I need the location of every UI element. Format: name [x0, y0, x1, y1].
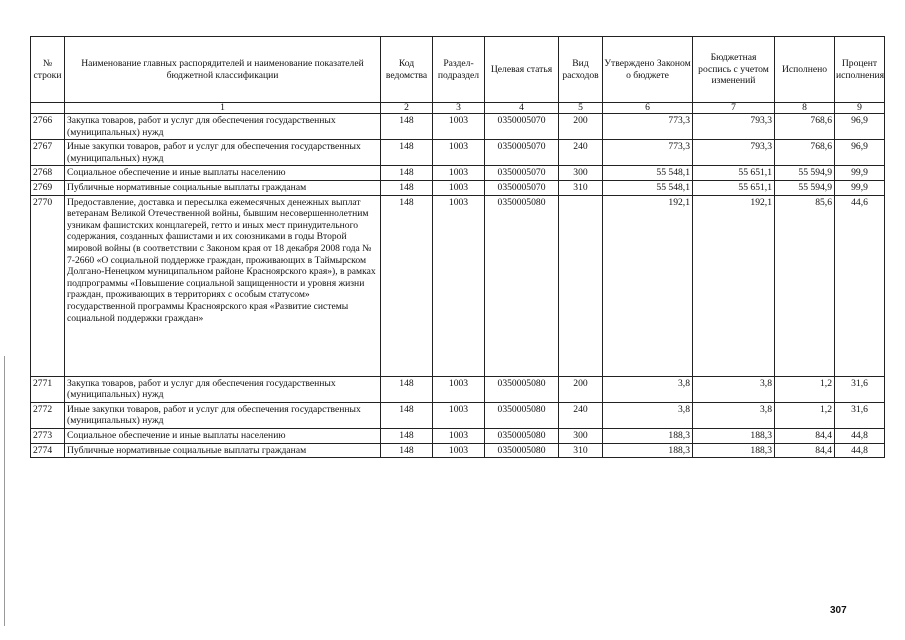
row-target: 0350005070 [485, 140, 559, 166]
table-row [31, 180, 885, 195]
col-header-schedule: Бюджетная роспись с учетом изменений [693, 37, 775, 103]
row-target: 0350005080 [485, 428, 559, 443]
table-row [31, 140, 885, 166]
row-name: Иные закупки товаров, работ и услуг для обеспечения государственных (муниципальных) нужд [65, 402, 381, 428]
row-schedule: 793,3 [693, 140, 775, 166]
row-section: 1003 [433, 166, 485, 181]
row-dept: 148 [381, 166, 433, 181]
row-num: 2773 [31, 428, 65, 443]
colnum: 4 [485, 103, 559, 114]
row-num: 2766 [31, 114, 65, 140]
row-schedule: 793,3 [693, 114, 775, 140]
table-row [31, 114, 885, 140]
row-approved: 55 548,1 [603, 180, 693, 195]
col-header-percent: Процент исполнения [835, 37, 885, 103]
row-name: Закупка товаров, работ и услуг для обеспечения государственных (муниципальных) нужд [65, 114, 381, 140]
row-section: 1003 [433, 428, 485, 443]
row-executed: 55 594,9 [775, 180, 835, 195]
colnum: 3 [433, 103, 485, 114]
row-approved: 192,1 [603, 195, 693, 376]
row-expense: 240 [559, 402, 603, 428]
row-approved: 3,8 [603, 402, 693, 428]
row-dept: 148 [381, 428, 433, 443]
row-percent: 99,9 [835, 180, 885, 195]
row-schedule: 55 651,1 [693, 180, 775, 195]
row-expense: 240 [559, 140, 603, 166]
table-row [31, 376, 885, 402]
row-target: 0350005080 [485, 402, 559, 428]
col-header-approved: Утверждено Законом о бюджете [603, 37, 693, 103]
row-percent: 99,9 [835, 166, 885, 181]
row-section: 1003 [433, 443, 485, 458]
row-target: 0350005070 [485, 114, 559, 140]
row-schedule: 3,8 [693, 376, 775, 402]
row-schedule: 188,3 [693, 443, 775, 458]
row-dept: 148 [381, 195, 433, 376]
colnum: 9 [835, 103, 885, 114]
col-header-executed: Исполнено [775, 37, 835, 103]
row-section: 1003 [433, 376, 485, 402]
row-percent: 44,8 [835, 428, 885, 443]
row-percent: 31,6 [835, 376, 885, 402]
row-dept: 148 [381, 114, 433, 140]
column-number-row [31, 103, 885, 114]
row-executed: 768,6 [775, 114, 835, 140]
row-name: Публичные нормативные социальные выплаты гражданам [65, 180, 381, 195]
row-executed: 55 594,9 [775, 166, 835, 181]
table-row [31, 402, 885, 428]
row-name: Закупка товаров, работ и услуг для обеспечения государственных (муниципальных) нужд [65, 376, 381, 402]
row-name: Предоставление, доставка и пересылка ежемесячных денежных выплат ветеранам Великой Отечественной войны, бывшим несовершеннолетним узникам фашистских концлагерей, гетто и иных мест принудительного содержания, созданных фашистами и их союзниками в годы Второй мировой войны (в соответствии с Законом края от 18 декабря 2008 года № 7-2660 «О социальной поддержке граждан, проживающих в Таймырском Долгано-Ненецком муниципальном районе Красноярского края»), в рамках подпрограммы «Повышение социальной защищенности и уровня жизни граждан, проживающих в территориях с особым статусом» государственной программы Красноярского края «Развитие системы социальной поддержки граждан» [65, 195, 381, 376]
row-target: 0350005080 [485, 195, 559, 376]
row-approved: 188,3 [603, 428, 693, 443]
row-approved: 188,3 [603, 443, 693, 458]
row-name: Социальное обеспечение и иные выплаты населению [65, 428, 381, 443]
row-expense: 310 [559, 443, 603, 458]
row-num: 2771 [31, 376, 65, 402]
row-section: 1003 [433, 402, 485, 428]
row-schedule: 192,1 [693, 195, 775, 376]
row-schedule: 3,8 [693, 402, 775, 428]
colnum: 8 [775, 103, 835, 114]
scan-margin-line [4, 356, 5, 626]
table-row [31, 166, 885, 181]
row-name: Иные закупки товаров, работ и услуг для обеспечения государственных (муниципальных) нужд [65, 140, 381, 166]
row-schedule: 55 651,1 [693, 166, 775, 181]
header-row [31, 37, 885, 103]
colnum: 2 [381, 103, 433, 114]
col-header-num: № строки [31, 37, 65, 103]
row-expense: 310 [559, 180, 603, 195]
col-header-name: Наименование главных распорядителей и наименование показателей бюджетной классификации [65, 37, 381, 103]
row-num: 2774 [31, 443, 65, 458]
row-executed: 84,4 [775, 428, 835, 443]
row-name: Социальное обеспечение и иные выплаты населению [65, 166, 381, 181]
page-number: 307 [830, 605, 847, 616]
row-percent: 31,6 [835, 402, 885, 428]
row-dept: 148 [381, 180, 433, 195]
row-percent: 96,9 [835, 114, 885, 140]
row-target: 0350005080 [485, 376, 559, 402]
row-section: 1003 [433, 114, 485, 140]
table-row [31, 195, 885, 376]
row-target: 0350005080 [485, 443, 559, 458]
colnum: 1 [65, 103, 381, 114]
table-row [31, 443, 885, 458]
row-approved: 55 548,1 [603, 166, 693, 181]
row-schedule: 188,3 [693, 428, 775, 443]
row-name: Публичные нормативные социальные выплаты гражданам [65, 443, 381, 458]
row-approved: 3,8 [603, 376, 693, 402]
row-section: 1003 [433, 195, 485, 376]
budget-table [30, 36, 885, 458]
row-num: 2769 [31, 180, 65, 195]
row-section: 1003 [433, 140, 485, 166]
row-section: 1003 [433, 180, 485, 195]
row-executed: 1,2 [775, 402, 835, 428]
row-approved: 773,3 [603, 114, 693, 140]
row-approved: 773,3 [603, 140, 693, 166]
row-executed: 85,6 [775, 195, 835, 376]
row-target: 0350005070 [485, 180, 559, 195]
row-expense: 200 [559, 114, 603, 140]
col-header-dept: Код ведомства [381, 37, 433, 103]
row-dept: 148 [381, 376, 433, 402]
row-expense [559, 195, 603, 376]
row-num: 2770 [31, 195, 65, 376]
colnum: 6 [603, 103, 693, 114]
row-executed: 84,4 [775, 443, 835, 458]
row-num: 2772 [31, 402, 65, 428]
row-dept: 148 [381, 402, 433, 428]
row-target: 0350005070 [485, 166, 559, 181]
row-percent: 44,8 [835, 443, 885, 458]
col-header-expense: Вид расходов [559, 37, 603, 103]
row-num: 2768 [31, 166, 65, 181]
row-expense: 300 [559, 166, 603, 181]
row-executed: 768,6 [775, 140, 835, 166]
row-num: 2767 [31, 140, 65, 166]
row-executed: 1,2 [775, 376, 835, 402]
row-dept: 148 [381, 443, 433, 458]
row-percent: 96,9 [835, 140, 885, 166]
colnum: 5 [559, 103, 603, 114]
row-dept: 148 [381, 140, 433, 166]
colnum: 7 [693, 103, 775, 114]
row-percent: 44,6 [835, 195, 885, 376]
col-header-target: Целевая статья [485, 37, 559, 103]
row-expense: 300 [559, 428, 603, 443]
col-header-section: Раздел- подраздел [433, 37, 485, 103]
row-expense: 200 [559, 376, 603, 402]
table-row [31, 428, 885, 443]
